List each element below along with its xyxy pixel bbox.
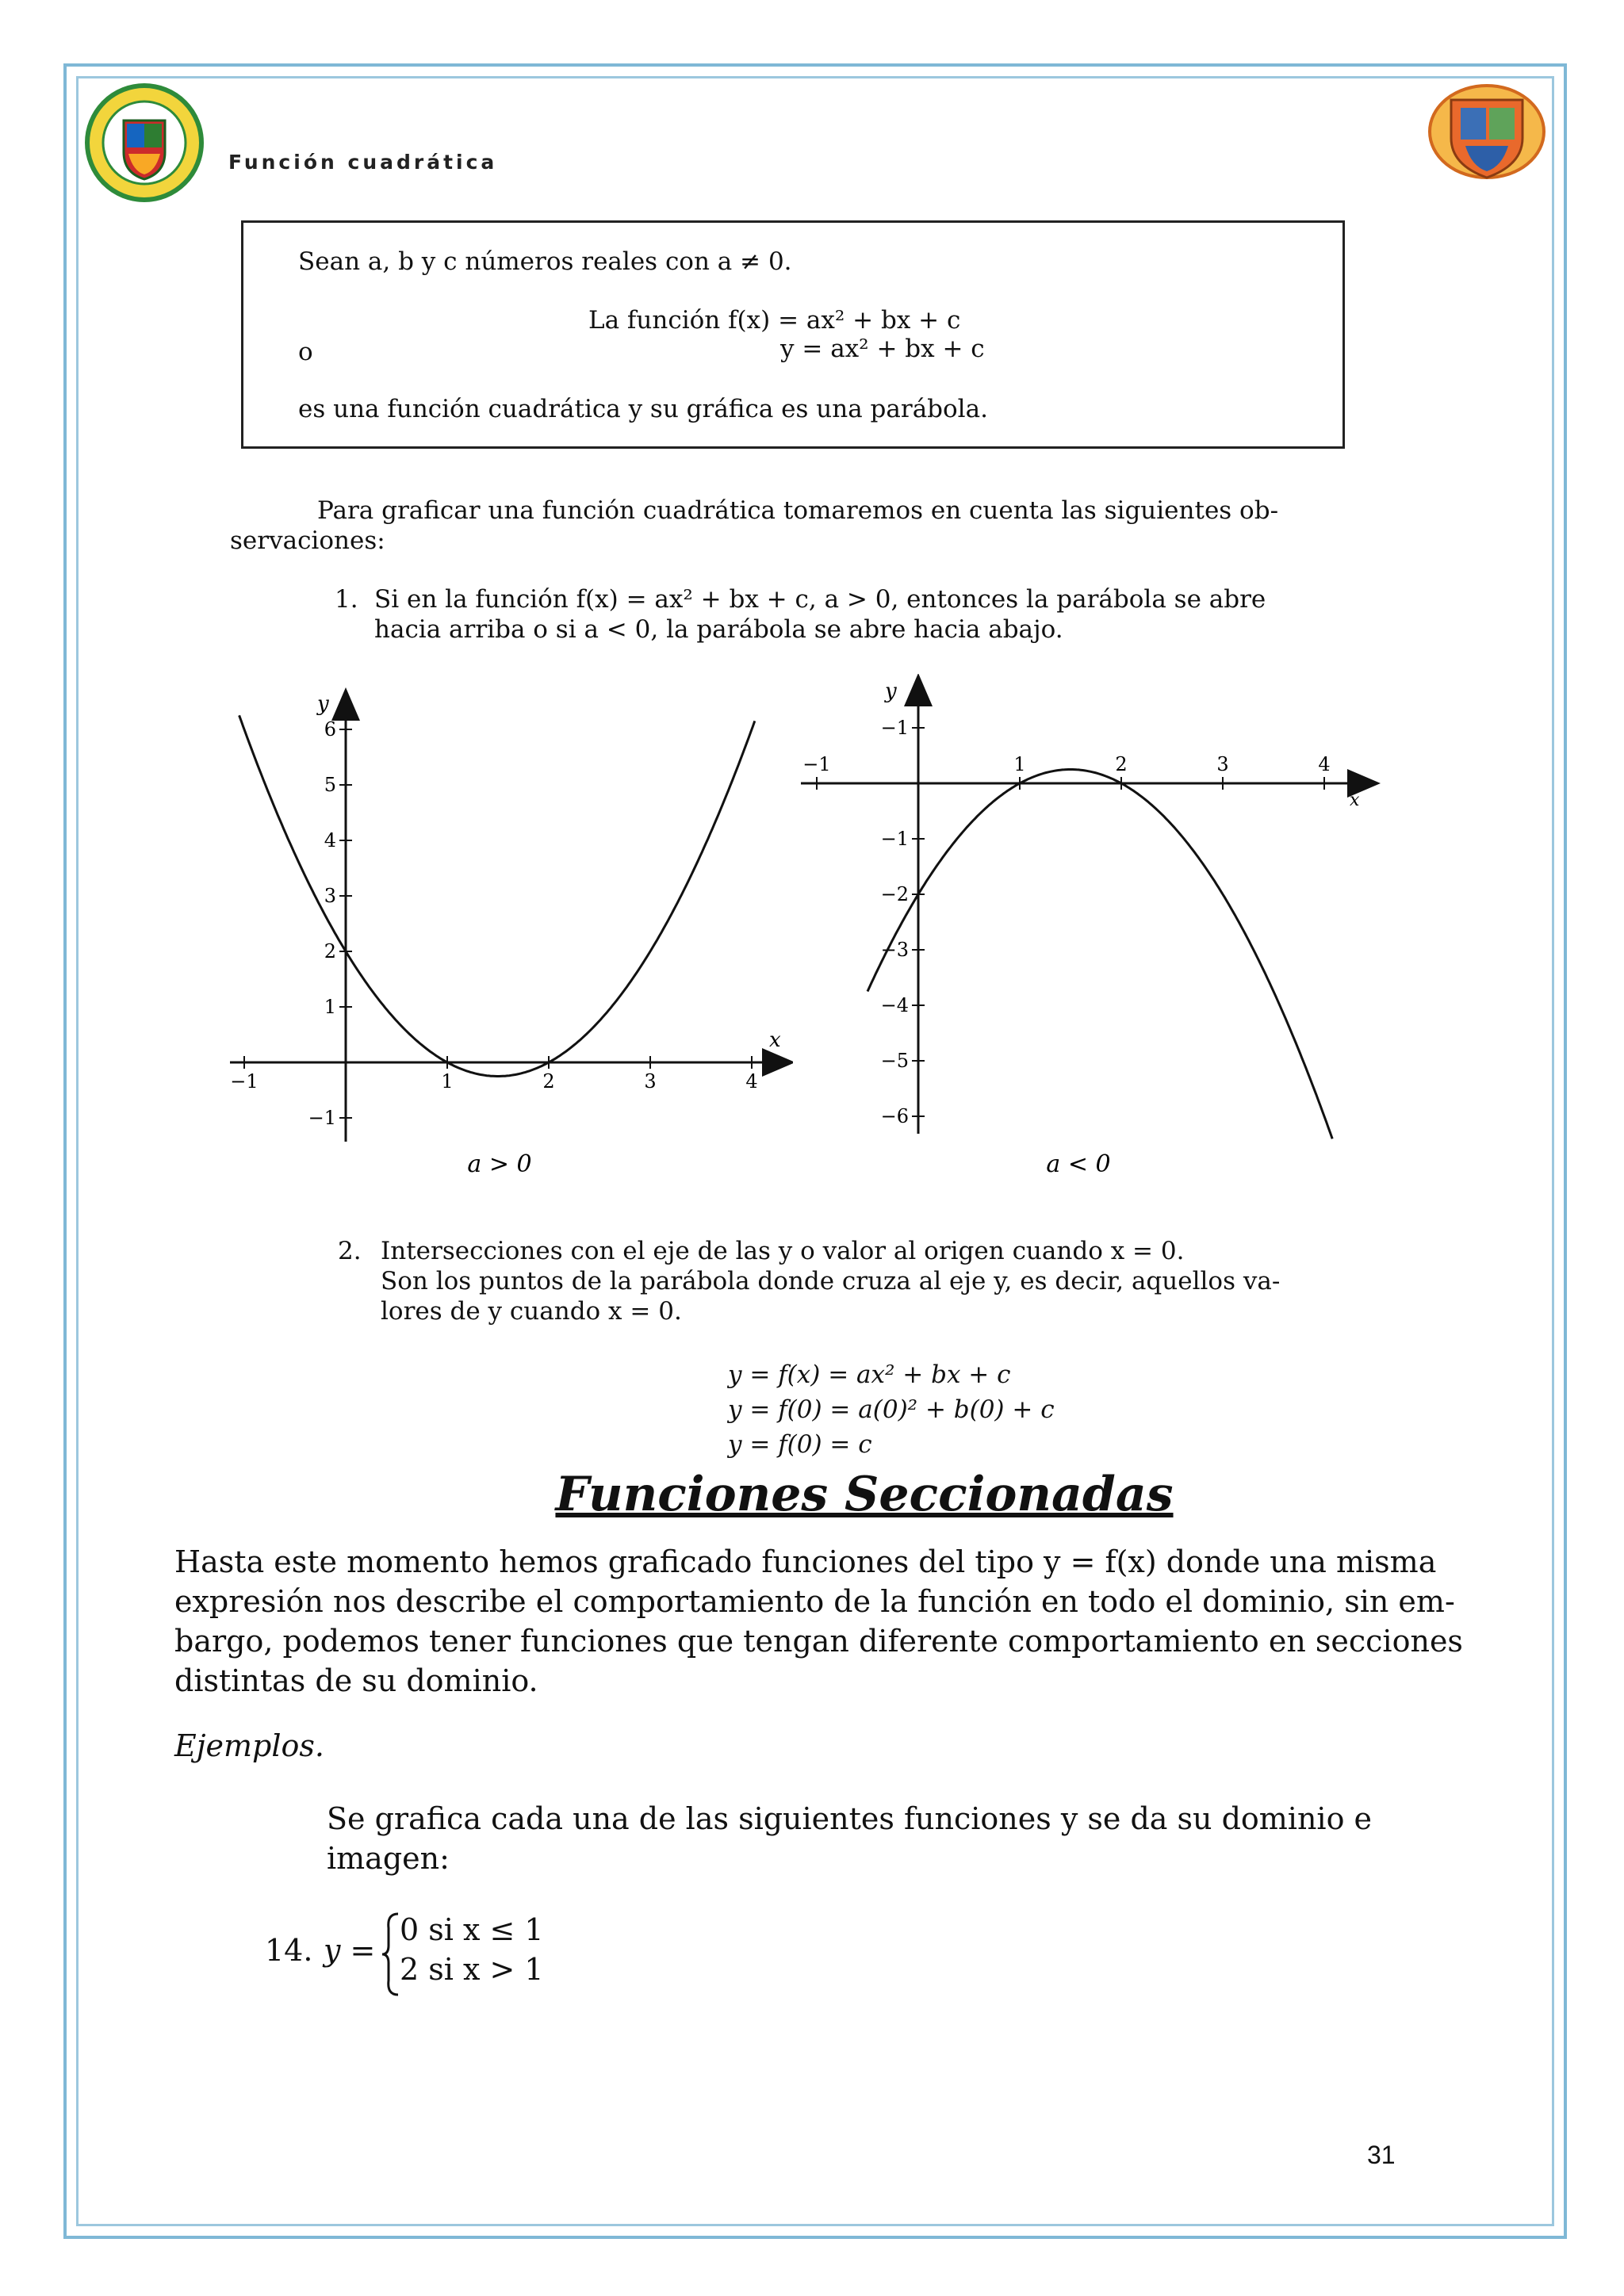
exercise-number: 14. [265, 1933, 313, 1968]
y-tick-label: −4 [880, 994, 909, 1016]
obs2-line-3: lores de y cuando x = 0. [381, 1297, 682, 1326]
y-tick-label: −1 [880, 828, 909, 850]
examples-intro-line-1: Se grafica cada una de las siguientes funciones y se da su dominio e [327, 1801, 1373, 1836]
school-shield-logo [1427, 82, 1546, 186]
parabola-curve [239, 715, 755, 1076]
x-axis-label: x [1350, 790, 1360, 810]
y-tick-label: −6 [880, 1105, 909, 1127]
y-tick-label: 2 [324, 940, 336, 962]
intro-line-2: servaciones: [230, 526, 385, 555]
obs1-line-2: hacia arriba o si a < 0, la parábola se abre hacia abajo. [374, 615, 1063, 644]
obs2-line-1: Intersecciones con el eje de las y o valor al origen cuando x = 0. [381, 1237, 1185, 1265]
x-tick-label: 1 [441, 1070, 454, 1093]
page-number: 31 [1367, 2141, 1396, 2169]
x-tick-label: −1 [230, 1070, 259, 1093]
section-paragraph-line-4: distintas de su dominio. [174, 1663, 538, 1698]
y-tick-label: 3 [324, 885, 336, 907]
examples-intro-line-2: imagen: [327, 1841, 450, 1876]
section-paragraph-line-3: bargo, podemos tener funciones que tengan diferente comportamiento en secciones [174, 1624, 1463, 1659]
university-seal-logo [84, 82, 205, 203]
definition-line-4: es una función cuadrática y su gráfica es una parábola. [298, 395, 988, 423]
y-tick-label: −5 [880, 1050, 909, 1072]
x-axis-label: x [769, 1028, 781, 1052]
exercise-case-2: 2 si x > 1 [400, 1952, 544, 1987]
x-tick-label: 3 [1216, 753, 1229, 775]
y-tick-label: 6 [324, 718, 336, 740]
y-tick-label: 5 [324, 774, 336, 796]
obs2-number: 2. [338, 1237, 362, 1265]
obs2-line-2: Son los puntos de la parábola donde cruza al eje y, es decir, aquellos va- [381, 1267, 1281, 1295]
x-tick-label: 1 [1013, 753, 1026, 775]
y-tick-label: 4 [324, 829, 336, 851]
section-paragraph-line-1: Hasta este momento hemos graficado funciones del tipo y = f(x) donde una misma [174, 1544, 1437, 1579]
caption-a-positive: a > 0 [467, 1150, 532, 1178]
y-axis-label: y [885, 679, 897, 703]
definition-line-3: y = ax² + bx + c [780, 335, 985, 363]
x-tick-label: 2 [542, 1070, 555, 1093]
examples-label: Ejemplos. [174, 1728, 324, 1763]
obs1-line-1: Si en la función f(x) = ax² + bx + c, a > 0, entonces la parábola se abre [374, 585, 1266, 614]
intro-line-1: Para graficar una función cuadrática tomaremos en cuenta las siguientes ob- [317, 496, 1279, 525]
definition-line-2: La función f(x) = ax² + bx + c [588, 306, 961, 335]
exercise-lhs: y = [324, 1933, 376, 1968]
y-tick-label: −2 [880, 883, 909, 905]
equation-2: y = f(0) = a(0)² + b(0) + c [728, 1395, 1055, 1424]
y-tick-label: −1 [308, 1107, 336, 1129]
definition-or: o [298, 338, 313, 366]
x-tick-label: 4 [1318, 753, 1331, 775]
section-title: Funciones Seccionadas [555, 1467, 1174, 1522]
x-tick-label: 2 [1115, 753, 1128, 775]
y-tick-label: −1 [880, 717, 909, 739]
parabola-curve [868, 770, 1332, 1139]
obs1-number: 1. [335, 585, 358, 614]
y-tick-label: 1 [324, 996, 336, 1018]
exercise-case-1: 0 si x ≤ 1 [400, 1912, 544, 1947]
y-axis-label: y [317, 692, 329, 716]
x-tick-label: −1 [802, 753, 831, 775]
caption-a-negative: a < 0 [1046, 1150, 1111, 1178]
x-tick-label: 4 [745, 1070, 758, 1093]
graph-downward-parabola [785, 674, 1388, 1181]
x-tick-label: 3 [644, 1070, 657, 1093]
graph-upward-parabola [222, 682, 793, 1189]
section-paragraph-line-2: expresión nos describe el comportamiento de la función en todo el dominio, sin em- [174, 1584, 1455, 1619]
equation-1: y = f(x) = ax² + bx + c [728, 1360, 1011, 1389]
definition-line-1: Sean a, b y c números reales con a ≠ 0. [298, 247, 792, 276]
y-tick-label: −3 [880, 939, 909, 961]
equation-3: y = f(0) = c [728, 1430, 872, 1459]
header-title: Función cuadrática [228, 151, 498, 174]
